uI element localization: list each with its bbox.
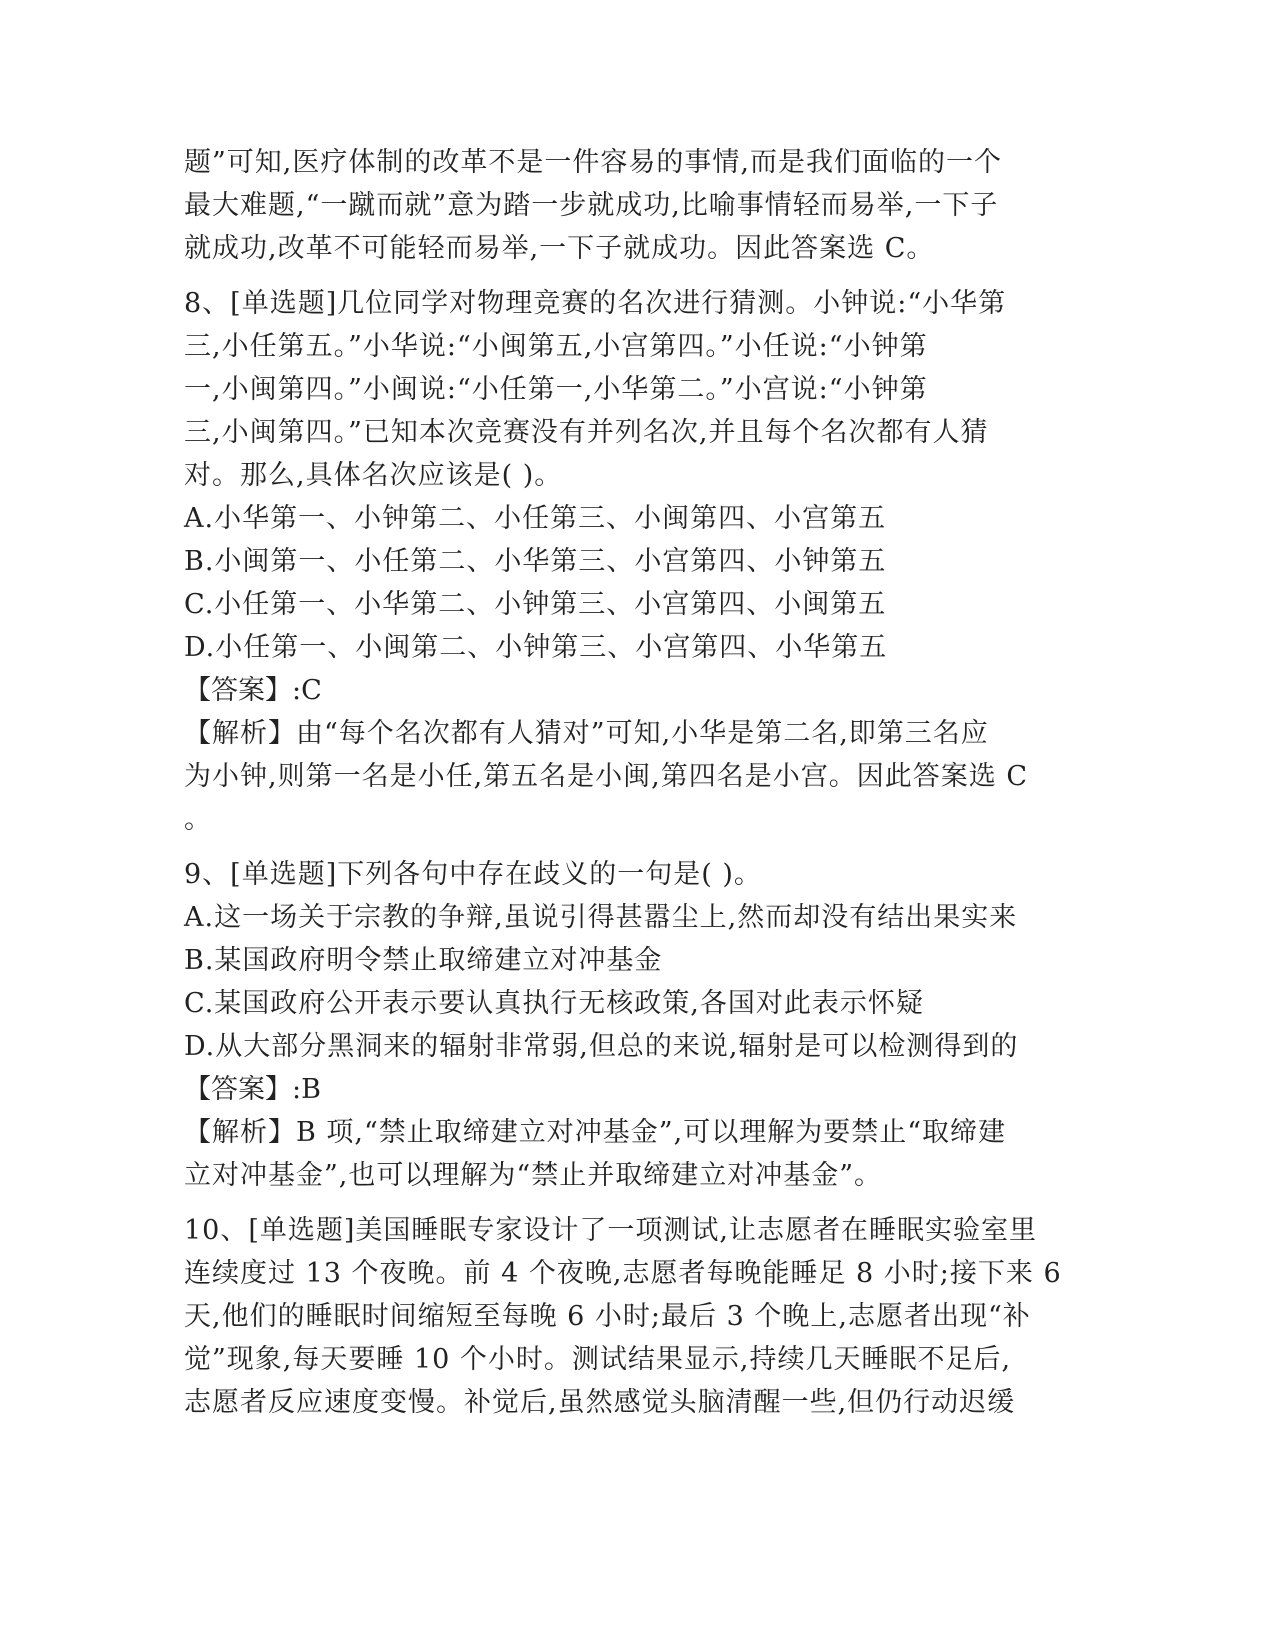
- answer-line: 【答案】:B: [184, 1074, 321, 1105]
- previous-analysis-continuation: [184, 141, 1084, 270]
- question-stem-line: 连续度过 13 个夜晚。前 4 个夜晚,志愿者每晚能睡足 8 小时;接下来 6: [184, 1258, 1062, 1289]
- question-stem-line: 三,小闽第四。”已知本次竞赛没有并列名次,并且每个名次都有人猜: [184, 417, 989, 448]
- question-8: [184, 282, 1084, 841]
- question-stem-line: 10、[单选题]美国睡眠专家设计了一项测试,让志愿者在睡眠实验室里: [184, 1215, 1038, 1246]
- question-stem-line: 对。那么,具体名次应该是( )。: [184, 460, 563, 491]
- option-a: A.这一场关于宗教的争辩,虽说引得甚嚣尘上,然而却没有结出果实来: [184, 902, 1018, 933]
- question-stem-line: 觉”现象,每天要睡 10 个小时。测试结果显示,持续几天睡眠不足后,: [184, 1344, 1012, 1375]
- question-stem-line: 三,小任第五。”小华说:“小闽第五,小宫第四。”小任说:“小钟第: [184, 331, 928, 362]
- option-b: B.小闽第一、小任第二、小华第三、小宫第四、小钟第五: [184, 546, 887, 577]
- analysis-line: 立对冲基金”,也可以理解为“禁止并取缔建立对冲基金”。: [184, 1160, 882, 1191]
- answer-line: 【答案】:C: [184, 675, 322, 706]
- question-stem-line: 天,他们的睡眠时间缩短至每晚 6 小时;最后 3 个晚上,志愿者出现“补: [184, 1301, 1031, 1332]
- question-stem-line: 一,小闽第四。”小闽说:“小任第一,小华第二。”小宫说:“小钟第: [184, 374, 928, 405]
- option-c: C.小任第一、小华第二、小钟第三、小宫第四、小闽第五: [184, 589, 887, 620]
- option-c: C.某国政府公开表示要认真执行无核政策,各国对此表示怀疑: [184, 988, 924, 1019]
- text-line: 题”可知,医疗体制的改革不是一件容易的事情,而是我们面临的一个: [184, 147, 1002, 178]
- analysis-line: 【解析】由“每个名次都有人猜对”可知,小华是第二名,即第三名应: [184, 718, 989, 749]
- document-page: [184, 141, 1084, 1424]
- text-line: 就成功,改革不可能轻而易举,一下子就成功。因此答案选 C。: [184, 233, 935, 264]
- question-stem-line: 8、[单选题]几位同学对物理竞赛的名次进行猜测。小钟说:“小华第: [184, 288, 1007, 319]
- analysis-line: 【解析】B 项,“禁止取缔建立对冲基金”,可以理解为要禁止“取缔建: [184, 1117, 1006, 1148]
- analysis-line: 为小钟,则第一名是小任,第五名是小闽,第四名是小宫。因此答案选 C: [184, 761, 1028, 792]
- question-9: [184, 853, 1084, 1197]
- option-b: B.某国政府明令禁止取缔建立对冲基金: [184, 945, 663, 976]
- text-line: 最大难题,“一蹴而就”意为踏一步就成功,比喻事情轻而易举,一下子: [184, 190, 999, 221]
- question-stem-line: 9、[单选题]下列各句中存在歧义的一句是( )。: [184, 859, 762, 890]
- option-a: A.小华第一、小钟第二、小任第三、小闽第四、小宫第五: [184, 503, 887, 534]
- question-stem-line: 志愿者反应速度变慢。补觉后,虽然感觉头脑清醒一些,但仍行动迟缓: [184, 1387, 1016, 1418]
- analysis-line: 。: [184, 804, 212, 835]
- question-10: [184, 1209, 1084, 1424]
- option-d: D.小任第一、小闽第二、小钟第三、小宫第四、小华第五: [184, 632, 888, 663]
- option-d: D.从大部分黑洞来的辐射非常弱,但总的来说,辐射是可以检测得到的: [184, 1031, 1019, 1062]
